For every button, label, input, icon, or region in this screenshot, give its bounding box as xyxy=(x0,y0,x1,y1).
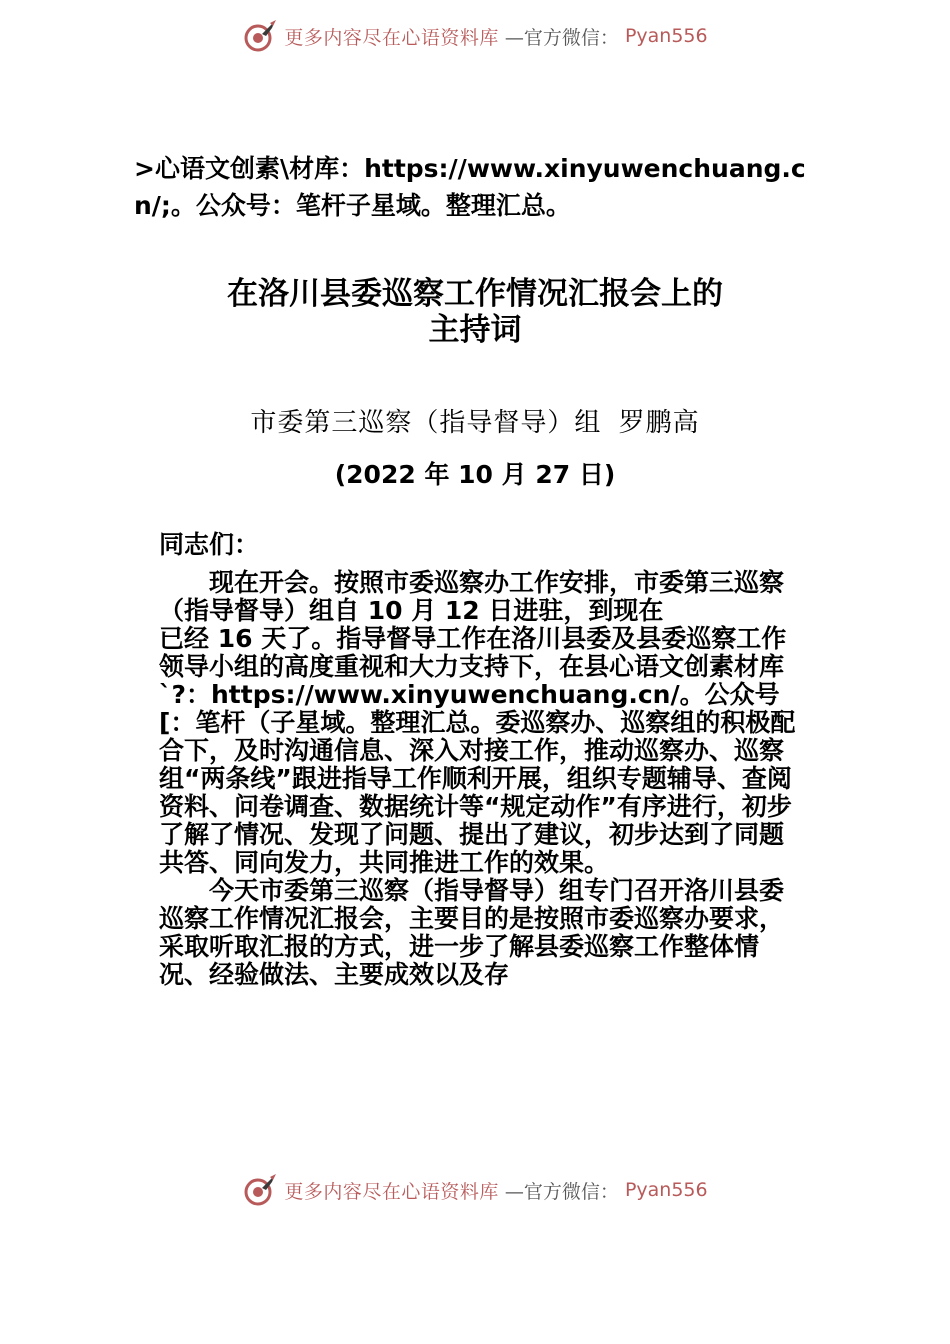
source-note: >心语文创素\材库：https://www.xinyuwenchuang.cn/;。公众号：笔杆子星域。整理汇总。 xyxy=(134,154,806,220)
header-watermark xyxy=(0,16,950,56)
author-line: 市委第三巡察（指导督导）组 罗鹏高 xyxy=(250,408,700,438)
salutation: 同志们： xyxy=(159,530,260,559)
title-line-2: 主持词 xyxy=(428,312,522,348)
date-line: (2022 年 10 月 27 日) xyxy=(334,460,616,489)
watermark-separator: —官方微信： xyxy=(504,1180,619,1203)
paragraph-2: 今天市委第三巡察（指导督导）组专门召开洛川县委巡察工作情况汇报会，主要目的是按照市委巡察办要求，采取听取汇报的方式，进一步了解县委巡察工作整体情况、经验做法、主要成效以及存 xyxy=(159,876,785,989)
title-line-1: 在洛川县委巡察工作情况汇报会上的 xyxy=(227,276,723,312)
quill-pen-seal-icon xyxy=(242,18,278,54)
document-title xyxy=(120,276,830,348)
speech-body xyxy=(159,531,799,989)
watermark-wechat-id: Pyan556 xyxy=(624,25,708,47)
watermark-separator: —官方微信： xyxy=(504,26,619,49)
quill-pen-seal-icon xyxy=(242,1172,278,1208)
watermark-text: 更多内容尽在心语资料库 xyxy=(284,1180,499,1203)
footer-watermark xyxy=(0,1170,950,1210)
watermark-text: 更多内容尽在心语资料库 xyxy=(284,26,499,49)
watermark-wechat-id: Pyan556 xyxy=(624,1179,708,1201)
paragraph-1: 现在开会。按照市委巡察办工作安排，市委第三巡察（指导督导）组自 10 月 12 日进驻，到现在 已经 16 天了。指导督导工作在洛川县委及县委巡察工作领导小组的高度重视和大力支持下，在县心语文创素材库`?：https://www.xinyuwenchuang.cn/。公众号[：笔杆（子星域。整理汇总。委巡察办、巡察组的积极配合下，及时沟通信息、深入对接工作，推动巡察办、巡察组“两条线”跟进指导工作顺利开展，组织专题辅导、查阅资料、问卷调查、数据统计等“规定动作”有序进行，初步了解了情况、发现了问题、提出了建议，初步达到了同题共答、同向发力，共同推进工作的效果。 xyxy=(159,568,796,877)
